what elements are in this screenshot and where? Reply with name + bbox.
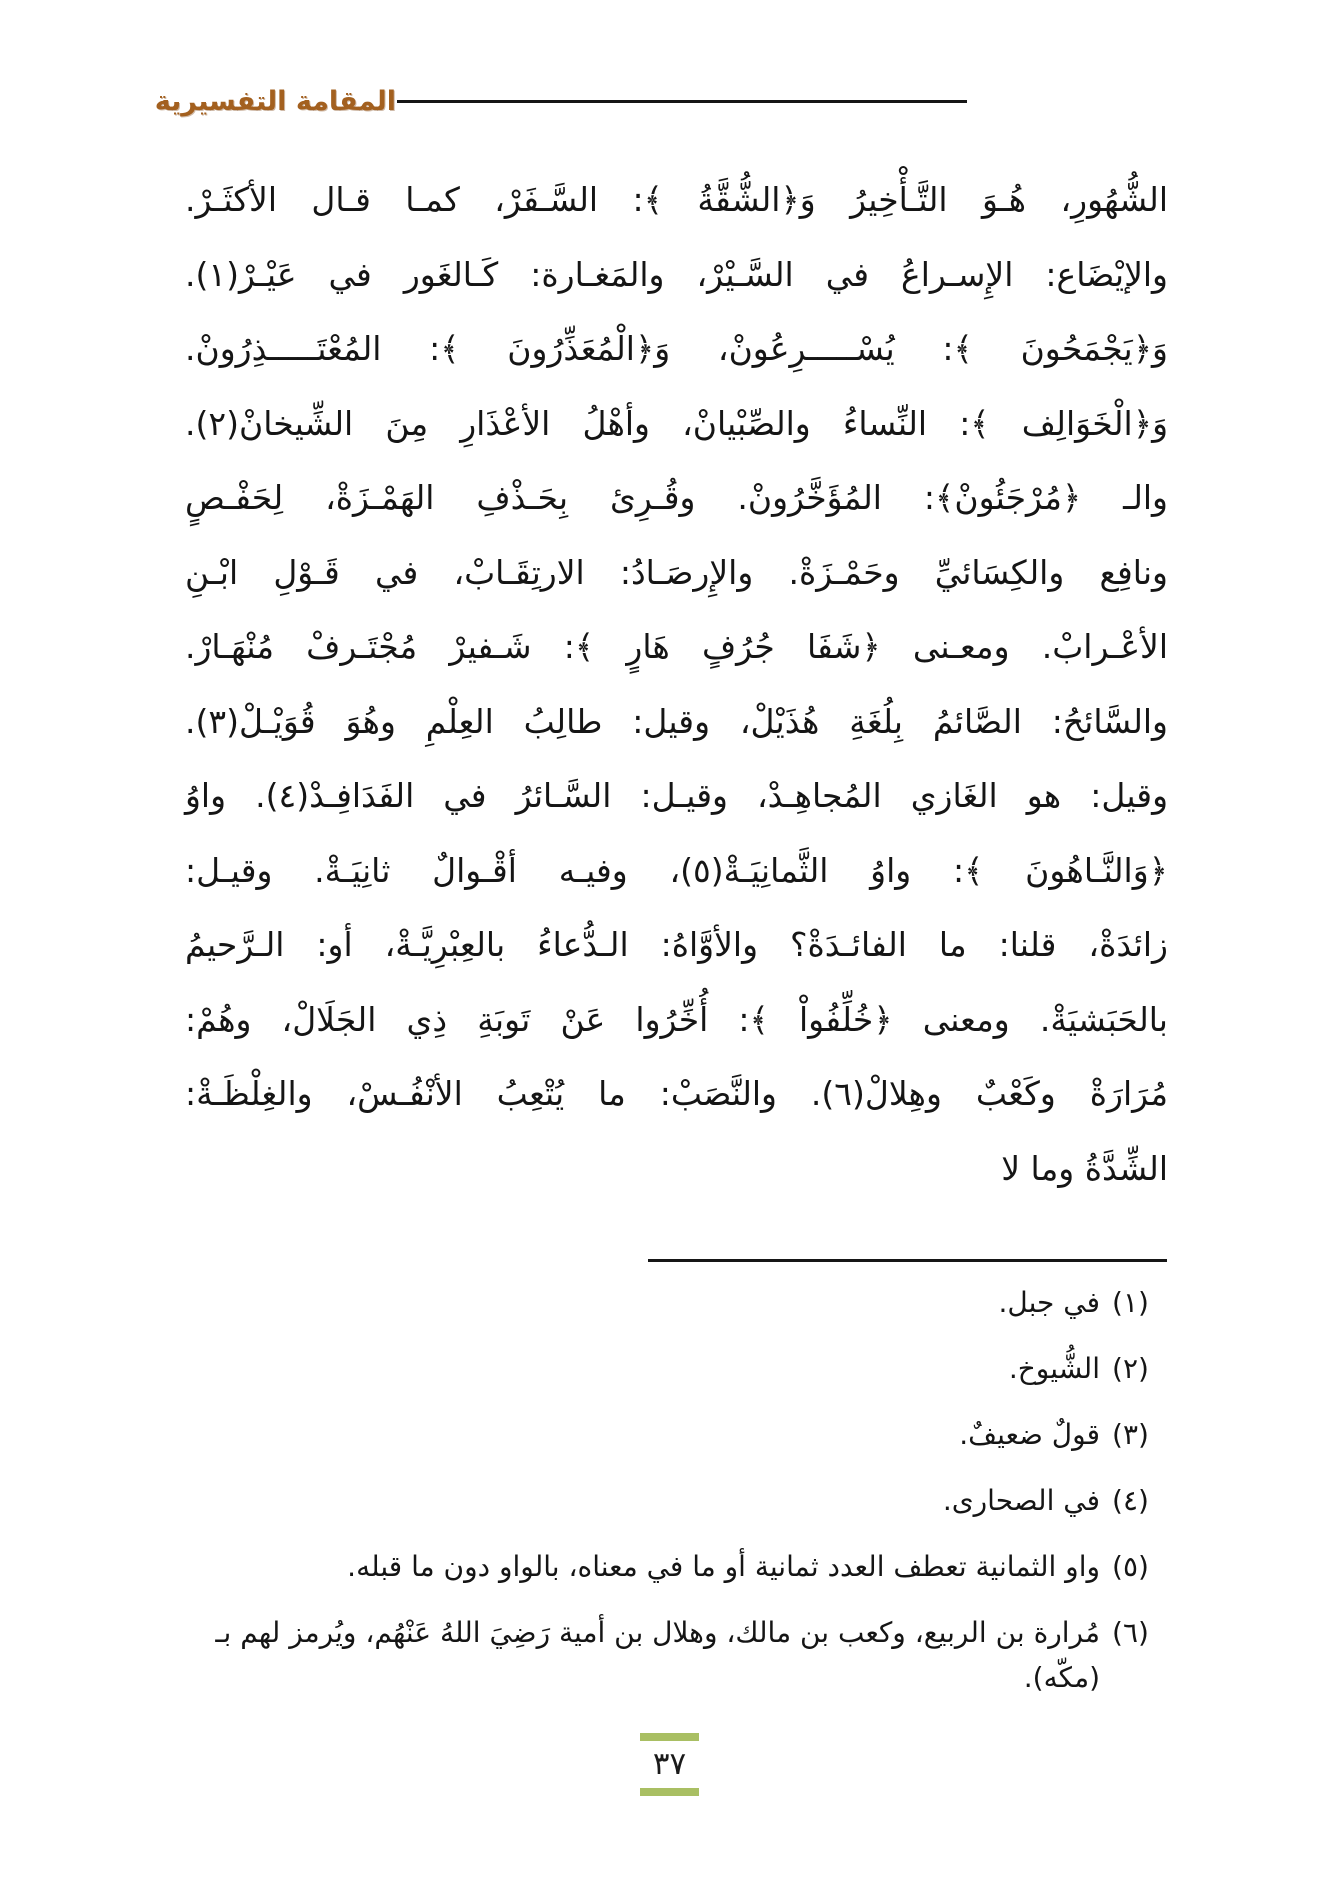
body-text-line: بالحَبَشيَةْ. ومعنى ﴿خُلِّفُواْ ﴾: أُخِّرُوا عَنْ تَوبَةِ ذِي الجَلَالْ، وهُمْ: xyxy=(185,999,1168,1039)
footnote-separator xyxy=(648,1259,1167,1262)
body-text-line: الشِّدَّةُ وما لا xyxy=(1001,1148,1168,1188)
footnote-item xyxy=(138,1544,1168,1589)
footnote-text: مُرارة بن الربيع، وكعب بن مالك، وهلال بن أمية رَضِيَ اللهُ عَنْهُم، ويُرمز لهم بـ (مكّه). xyxy=(215,1616,1100,1694)
footnote-item xyxy=(138,1478,1168,1523)
body-text-line: والـ ﴿مُرْجَئُونْ﴾: المُؤَخَّرُونْ. وقُـرِئ بِحَـذْفِ الهَمْـزَةْ، لِحَفْـصٍ xyxy=(185,478,1168,517)
body-text-line: مُرَارَةْ وكَعْبٌ وهِلالْ(٦). والنَّصَبْ: ما يُتْعِبُ الأنْفُـسْ، والغِلْظَـةْ: xyxy=(185,1074,1169,1113)
body-text-line: الأعْـرابْ. ومعـنى ﴿شَفَا جُرُفٍ هَارٍ ﴾: شَـفيرْ مُجْتَـرفْ مُنْهَـارْ. xyxy=(185,627,1168,666)
footnote-text: الشُّيوخ. xyxy=(1008,1352,1100,1385)
footnotes-section xyxy=(138,1280,1168,1721)
page-number: ٣٧ xyxy=(652,1746,687,1782)
body-text-line: الشُّهُورِ، هُـوَ التَّـأْخِيرُ وَ﴿الشُّقَّةُ ﴾: السَّـفَرْ، كمـا قـال الأكثَـرْ. xyxy=(185,180,1168,219)
header-rule xyxy=(397,100,967,103)
footnote-text: واو الثمانية تعطف العدد ثمانية أو ما في معناه، بالواو دون ما قبله. xyxy=(347,1550,1100,1583)
footnote-number: (٦) xyxy=(1112,1616,1149,1649)
footnote-item xyxy=(138,1610,1168,1700)
footnote-item xyxy=(138,1280,1168,1325)
body-text-line: ونافِع والكِسَائيِّ وحَمْـزَةْ. والإِرصَـادُ: الارتِقَـابْ، في قَـوْلِ ابْـنِ xyxy=(185,552,1168,592)
footnote-text: قولٌ ضعيفٌ. xyxy=(959,1418,1100,1451)
page-number-top-bar xyxy=(640,1733,699,1741)
body-text-line: وقيل: هو الغَازي المُجاهِـدْ، وقيـل: السَّـائرُ في الفَدَافِـدْ(٤). واوُ xyxy=(185,776,1168,815)
footnote-number: (٣) xyxy=(1112,1418,1149,1451)
body-text-line: زائدَةْ، قلنا: ما الفائـدَةْ؟ والأوَّاهُ: الـدُّعاءُ بالعِبْرِيَّـةْ، أو: الـرَّحيمُ xyxy=(185,925,1168,964)
footnote-number: (١) xyxy=(1112,1286,1149,1319)
footnote-text: في جبل. xyxy=(998,1286,1100,1319)
main-text-block xyxy=(185,163,1168,1206)
footnote-item xyxy=(138,1412,1168,1457)
footnote-item xyxy=(138,1346,1168,1391)
footnote-number: (٢) xyxy=(1112,1352,1149,1385)
page-footer xyxy=(0,1733,1339,1796)
body-text-line: وَ﴿يَجْمَحُونَ ﴾: يُسْـــــرِعُونْ، وَ﴿الْمُعَذِّرُونَ ﴾: المُعْتَـــــذِرُونْ. xyxy=(185,329,1168,368)
running-head-title: المقامة التفسيرية xyxy=(154,86,396,117)
body-text-line: وَ﴿الْخَوَالِف ﴾: النِّساءُ والصِّبْيانْ، وأهْلُ الأعْذَارِ مِنَ الشِّيخانْ(٢). xyxy=(185,403,1168,443)
footnote-number: (٥) xyxy=(1112,1550,1149,1583)
body-text-line: والسَّائحُ: الصَّائمُ بِلُغَةِ هُذَيْلْ، وقيل: طالِبُ العِلْمِ وهُوَ قُوَيْـلْ(٣). xyxy=(185,701,1168,741)
body-text-line: ﴿وَالنَّـاهُونَ ﴾: واوُ الثَّمانِيَـةْ(٥)، وفيـه أقْـوالٌ ثانِيَـةْ. وقيـل: xyxy=(185,850,1168,890)
page-number-bottom-bar xyxy=(640,1788,699,1796)
footnote-number: (٤) xyxy=(1112,1484,1149,1517)
body-text-line: والإيْضَاع: الإِسـراعُ في السَّـيْرْ، والمَغـارة: كَـالغَور في عَيْـرْ(١). xyxy=(185,254,1168,294)
footnote-text: في الصحارى. xyxy=(942,1484,1100,1517)
